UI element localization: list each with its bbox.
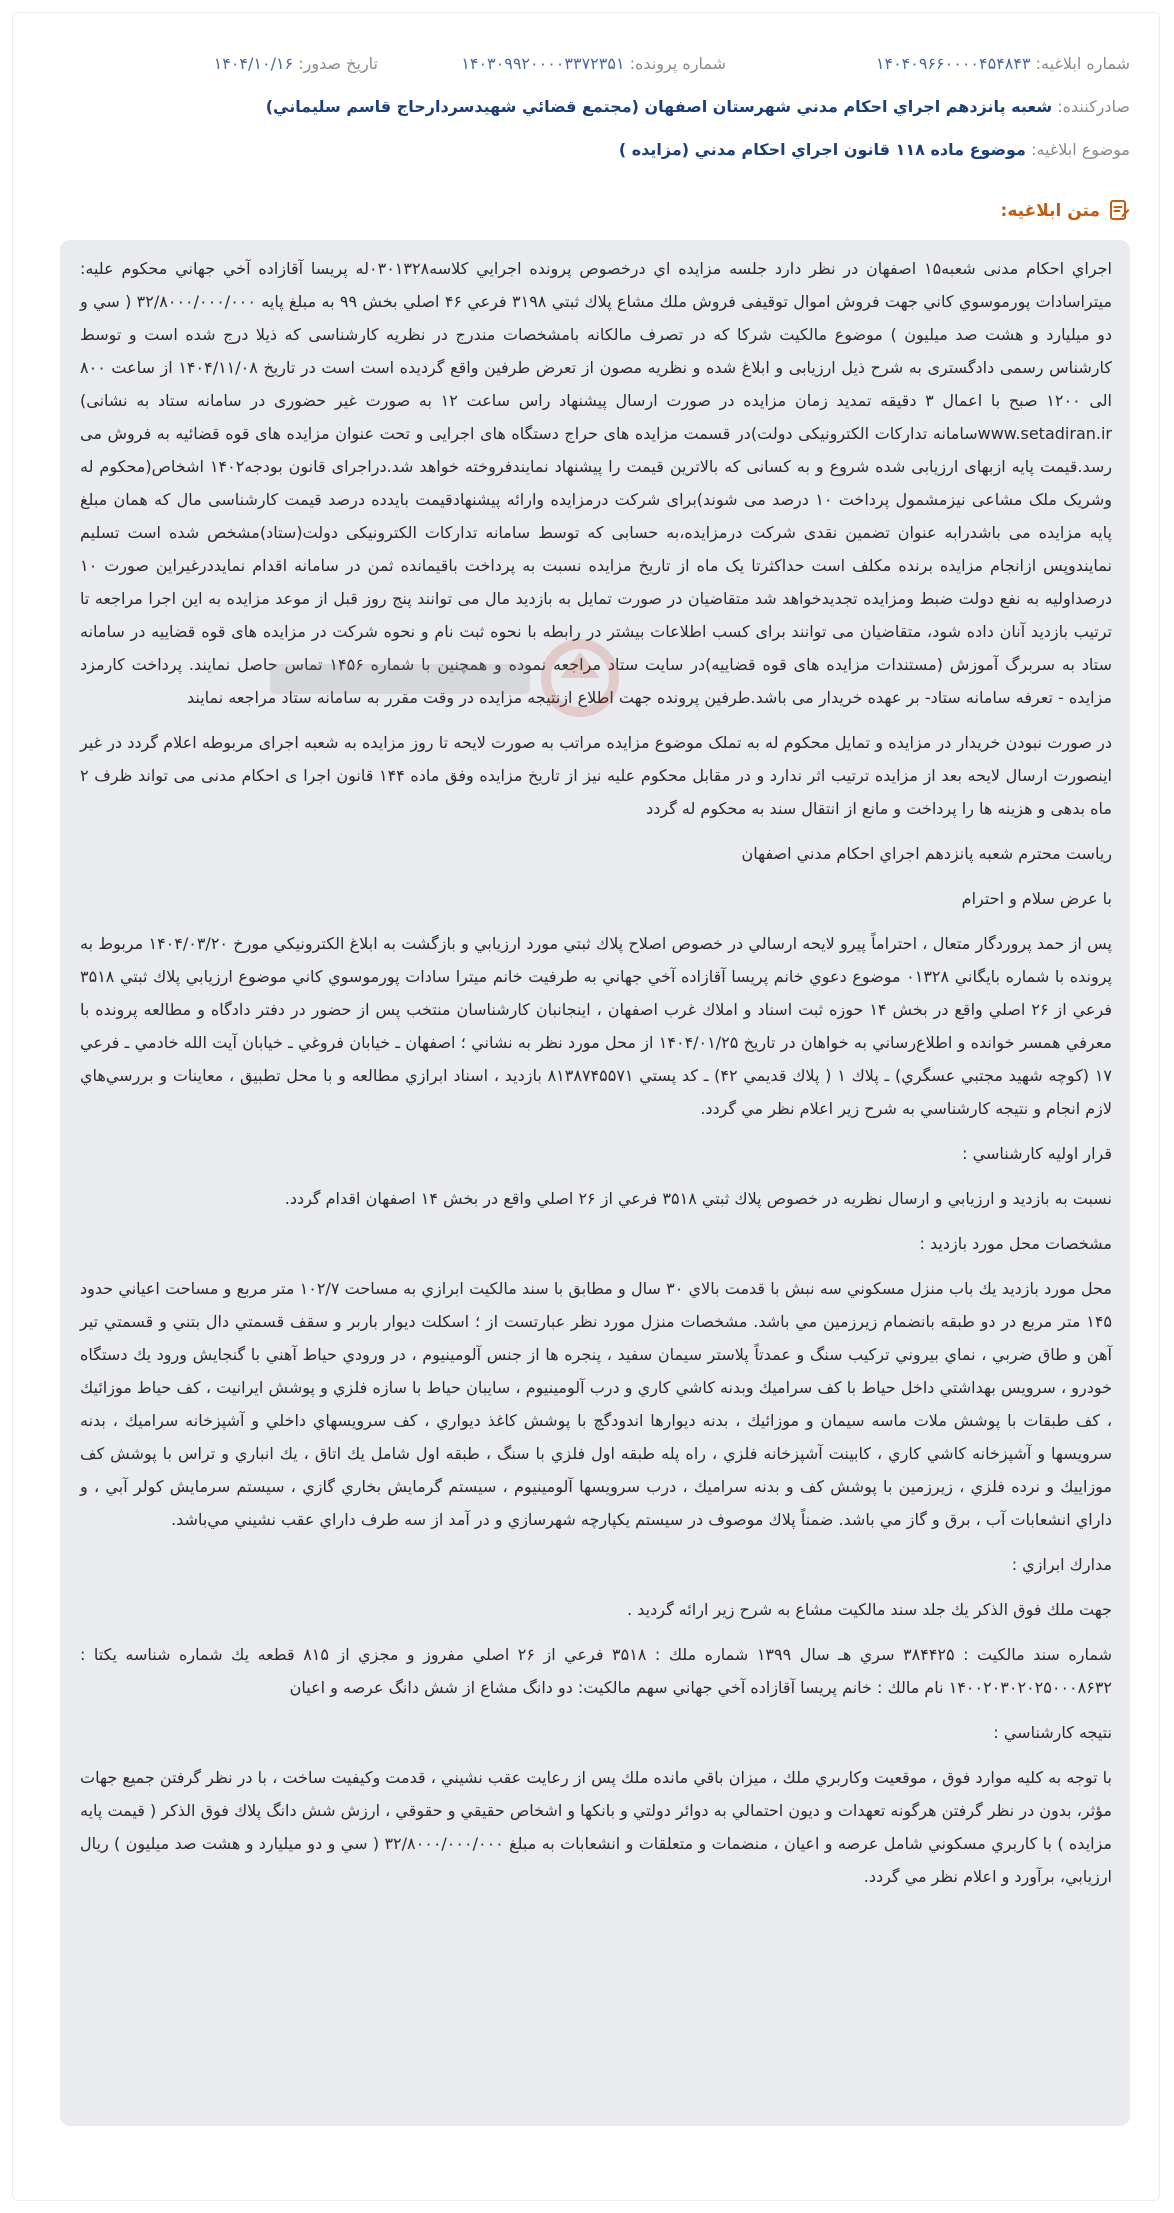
body-paragraph: با توجه به كليه موارد فوق ، موقعيت وكاربري ملك ، ميزان باقي مانده ملك پس از رعايت عقب نشيني ، قدمت وكيفيت ساخت ، با در نظر گرفتن جميع جهات مؤثر، بدون در نظر گرفتن هرگونه تعهدات و ديون احتمالي به دوائر دولتي و بانكها و اشخاص حقيقي و حقوقي ، ارزش شش دانگ پلاك فوق الذكر ( قيمت پايه مزايده ) با كاربري مسكوني شامل عرصه و اعيان ، منضمات و متعلقات و انشعابات به مبلغ ۳۲/۸۰۰۰/۰۰۰/۰۰۰ ( سي و دو ميليارد و هشت صد ميليون ) ريال ارزيابي، برآورد و اعلام نظر مي گردد.	[80, 1768, 1112, 1886]
body-paragraph: در صورت نبودن خريدار در مزايده و تمايل محكوم له به تملک موضوع مزايده مراتب به صورت لايحه تا روز مزايده به شعبه اجرای مربوطه اعلام گردد در غير اينصورت ارسال لايحه بعد از مزايده ترتيب اثر ندارد و در مقابل محكوم عليه نيز از تاريخ مزايده وفق ماده ۱۴۴ قانون اجرا ی احكام مدنی می تواند ظرف ۲ ماه بدهی و هزينه ها را پرداخت و مانع از انتقال سند به محكوم له گردد	[80, 733, 1112, 818]
body-paragraph: جهت ملك فوق الذكر يك جلد سند مالكيت مشاع به شرح زير ارائه گرديد .	[627, 1600, 1112, 1619]
body-paragraph: پس از حمد پروردگار متعال ، احتراماً پيرو لايحه ارسالي در خصوص اصلاح پلاك ثبتي مورد ارزيابي و بازگشت به ابلاغ الكترونيكي مورخ ۱۴۰۴/۰۳/۲۰ مربوط به پرونده با شماره بايگاني ۰۱۳۲۸ موضوع دعوي خانم پريسا آقازاده آخي جهاني به طرفيت خانم ميترا سادات پورموسوي كاني موضوع ارزيابي پلاك ثبتي ۳۵۱۸ فرعي از ۲۶ اصلي واقع در بخش ۱۴ حوزه ثبت اسناد و املاك غرب اصفهان ، اينجانبان كارشناسان منتخب پس از حضور در دفتر دادگاه و مطالعه پرونده با معرفي همسر خوانده و اطلاع‌رساني به خواهان در تاريخ ۱۴۰۴/۰۱/۲۵ از محل مورد نظر به نشاني ؛ اصفهان ـ خيابان فروغي ـ خيابان آيت الله خادمي ـ فرعي ۱۷ (كوچه شهيد مجتبي عسگري) ـ پلاك ۱ ( پلاك قديمي ۴۲) ـ كد پستي ۸۱۳۸۷۴۵۵۷۱ بازديد ، اسناد ابرازي مطالعه و با محل تطبيق ، معاينات و بررسي‌هاي لازم انجام و نتيجه كارشناسي به شرح زير اعلام نظر مي گردد.	[80, 934, 1113, 1118]
section-heading: نتيجه كارشناسي :	[993, 1723, 1112, 1742]
notice-body	[60, 240, 1130, 2126]
section-heading: مشخصات محل مورد بازديد :	[919, 1234, 1112, 1253]
notice-number-label: شماره ابلاغيه:	[1035, 54, 1130, 73]
section-heading: مدارك ابرازي :	[1011, 1555, 1112, 1574]
issuer-row	[266, 97, 1130, 116]
notice-number-value: ۱۴۰۴۰۹۶۶۰۰۰۰۴۵۴۸۴۳	[875, 54, 1031, 73]
body-paragraph: نسبت به بازديد و ارزيابي و ارسال نظريه در خصوص پلاك ثبتي ۳۵۱۸ فرعي از ۲۶ اصلي واقع در بخش ۱۴ اصفهان اقدام گردد.	[284, 1189, 1112, 1208]
case-number	[461, 54, 726, 73]
subject-row	[619, 140, 1130, 159]
issuer-label: صادرکننده:	[1057, 97, 1130, 116]
case-number-value: ۱۴۰۳۰۹۹۲۰۰۰۰۳۳۷۲۳۵۱	[461, 54, 625, 73]
body-paragraph: رياست محترم شعبه پانزدهم اجراي احكام مدني اصفهان	[741, 844, 1112, 863]
subject-label: موضوع ابلاغيه:	[1031, 140, 1130, 159]
body-title-text: متن ابلاغيه:	[1000, 201, 1100, 221]
subject-value: موضوع ماده ۱۱۸ قانون اجراي احكام مدني (مزايده )	[618, 140, 1026, 159]
notice-meta-row	[60, 54, 1130, 80]
issue-date-value: ۱۴۰۴/۱۰/۱۶	[213, 54, 294, 73]
body-title	[1001, 199, 1130, 223]
body-paragraph: محل مورد بازديد يك باب منزل مسكوني سه نبش با قدمت بالاي ۳۰ سال و مطابق با سند مالكيت ابرازي به مساحت ۱۰۲/۷ متر مربع و مساحت اعياني حدود ۱۴۵ متر مربع در دو طبقه بانضمام زيرزمين مي باشد. مشخصات منزل مورد نظر عبارتست از ؛ اسكلت ديوار باربر و سقف قسمتي دال بتني و قسمتي تير آهن و طاق ضربي ، نماي بيروني تركيب سنگ و عمدتاً پلاستر سيمان سفيد ، پنجره ها از جنس آلومينيوم ، در ورودي حياط آهني با گنجايش ورود يك دستگاه خودرو ، سرويس بهداشتي داخل حياط با كف سراميك وبدنه كاشي كاري و درب آلومينيوم ، سايبان حياط با سازه فلزي و پوشش ايرانيت ، كف حياط موزائيك ، كف طبقات با پوشش ملات ماسه سيمان و موزائيك ، بدنه ديوارها اندودگچ با پوشش كاغذ ديواري ، كف سرويسهاي داخلي و آشپزخانه سراميك ، بدنه سرويسها و آشپزخانه كاشي كاري ، كابينت آشپزخانه فلزي ، راه پله طبقه اول فلزي با سنگ ، طبقه اول شامل يك اتاق ، يك انباري و تراس با پوشش كف موزاييك و نرده فلزي ، زيرزمين با پوشش كف و بدنه سراميك ، درب سرويسها آلومينيوم ، سيستم گرمايش بخاري گازي ، سيستم سرمايش كولر آبي ، و داراي انشعابات آب ، برق و گاز مي باشد. ضمناً پلاك موصوف در سيستم يكپارچه شهرسازي و در آمد از سه طرف داراي عقب نشيني مي‌باشد.	[80, 1279, 1112, 1529]
case-number-label: شماره پرونده:	[629, 54, 726, 73]
document-icon	[1108, 199, 1130, 223]
notice-number	[876, 54, 1130, 73]
issue-date	[214, 54, 378, 73]
issue-date-label: تاريخ صدور:	[298, 54, 378, 73]
body-paragraph: اجراي احكام مدنی شعبه۱۵ اصفهان در نظر دارد جلسه مزايده اي درخصوص پرونده اجرايي كلاسه۰۳۰۱۳۲۸له پريسا آقازاده آخي جهاني محكوم عليه: ميتراسادات پورموسوي كاني جهت فروش اموال توقيفی فروش ملك مشاع پلاك ثبتي ۳۱۹۸ فرعي ۴۶ اصلي بخش ۹۹ به مبلغ پايه ۳۲/۸۰۰۰/۰۰۰/۰۰۰ ( سي و دو ميليارد و هشت صد ميليون ) موضوع مالكيت شركا كه در تصرف مالكانه بامشخصات مندرج در نظريه كارشناسی كه ذيلا درج شده است و توسط كارشناس رسمی دادگستری به شرح ذيل ارزيابی و ابلاغ شده و نظريه مصون از تعرض طرفين واقع گرديده است است در تاريخ ۱۴۰۴/۱۱/۰۸ از ساعت ۸۰۰ الی ۱۲۰۰ صبح با اعمال ۳ دقيقه تمديد زمان مزايده در صورت ارسال پيشنهاد راس ساعت ۱۲ به صورت غير حضوری در سامانه ستاد به نشانی) www.setadiran.irسامانه تداركات الكترونيكی دولت)در قسمت مزايده های حراج دستگاه های اجرايی و تحت عنوان مزايده های قوه قضائيه به فروش می رسد.قيمت پايه ازبهای ارزيابی شده شروع و به كسانی كه بالاترين قيمت را پيشنهاد نمايندفروخته خواهد شد.دراجرای قانون بودجه۱۴۰۲ اشخاص(محكوم له وشريک ملک مشاعی نيزمشمول پرداخت ۱۰ درصد می شوند)برای شركت درمزايده وارائه پيشنهادقيمت بايدده درصد قيمت كارشناسی مال كه همان مبلغ پايه مزايده می باشدرابه عنوان تضمين نقدی شركت درمزايده،به حسابی كه توسط سامانه تداركات الكترونيكی دولت(ستاد)مشخص شده است تسليم نمايندوپس ازانجام مزايده برنده مكلف است حداكثرتا يک ماه از تاريخ مزايده نسبت به پرداخت باقيمانده ثمن در سامانه اقدام نمايددرغيراين صورت ۱۰ درصداوليه به نفع دولت ضبط ومزايده تجديدخواهد شد متقاضيان در صورت تمايل به بازديد مال می توانند پنج روز قبل از موعد مزايده به اين اجرا مراجعه تا ترتيب بازديد آنان داده شود، متقاضيان می توانند برای كسب اطلاعات بيشتر در رابطه با نحوه ثبت نام و نحوه شركت در مزايده های قوه قضاييه در سامانه ستاد به سربرگ آموزش (مستندات مزايده های قوه قضاييه)در سايت ستاد مراجعه نموده و همچنين با شماره ۱۴۵۶ تماس حاصل نمايند. پرداخت كارمزد مزايده - تعرفه سامانه ستاد- بر عهده خريدار می باشد.طرفين پرونده جهت اطلاع ازنتيجه مزايده در وقت مقرر به سامانه ستاد مراجعه نمايند	[80, 259, 1113, 707]
issuer-value: شعبه پانزدهم اجراي احكام مدني شهرستان اصفهان (مجتمع قضائي شهيدسردارحاج قاسم سليماني)	[265, 97, 1053, 116]
body-paragraph: با عرض سلام و احترام	[961, 889, 1112, 908]
body-paragraph: شماره سند مالكيت : ۳۸۴۴۲۵ سري هـ سال ۱۳۹۹ شماره ملك : ۳۵۱۸ فرعي از ۲۶ اصلي مفروز و مجزي از ۸۱۵ قطعه يك شماره شناسه يكتا : ۱۴۰۰۲۰۳۰۲۰۲۵۰۰۰۸۶۳۲ نام مالك : خانم پريسا آقازاده آخي جهاني سهم مالكيت: دو دانگ مشاع از شش دانگ عرصه و اعيان	[80, 1645, 1112, 1697]
section-heading: قرار اوليه كارشناسي :	[962, 1144, 1112, 1163]
